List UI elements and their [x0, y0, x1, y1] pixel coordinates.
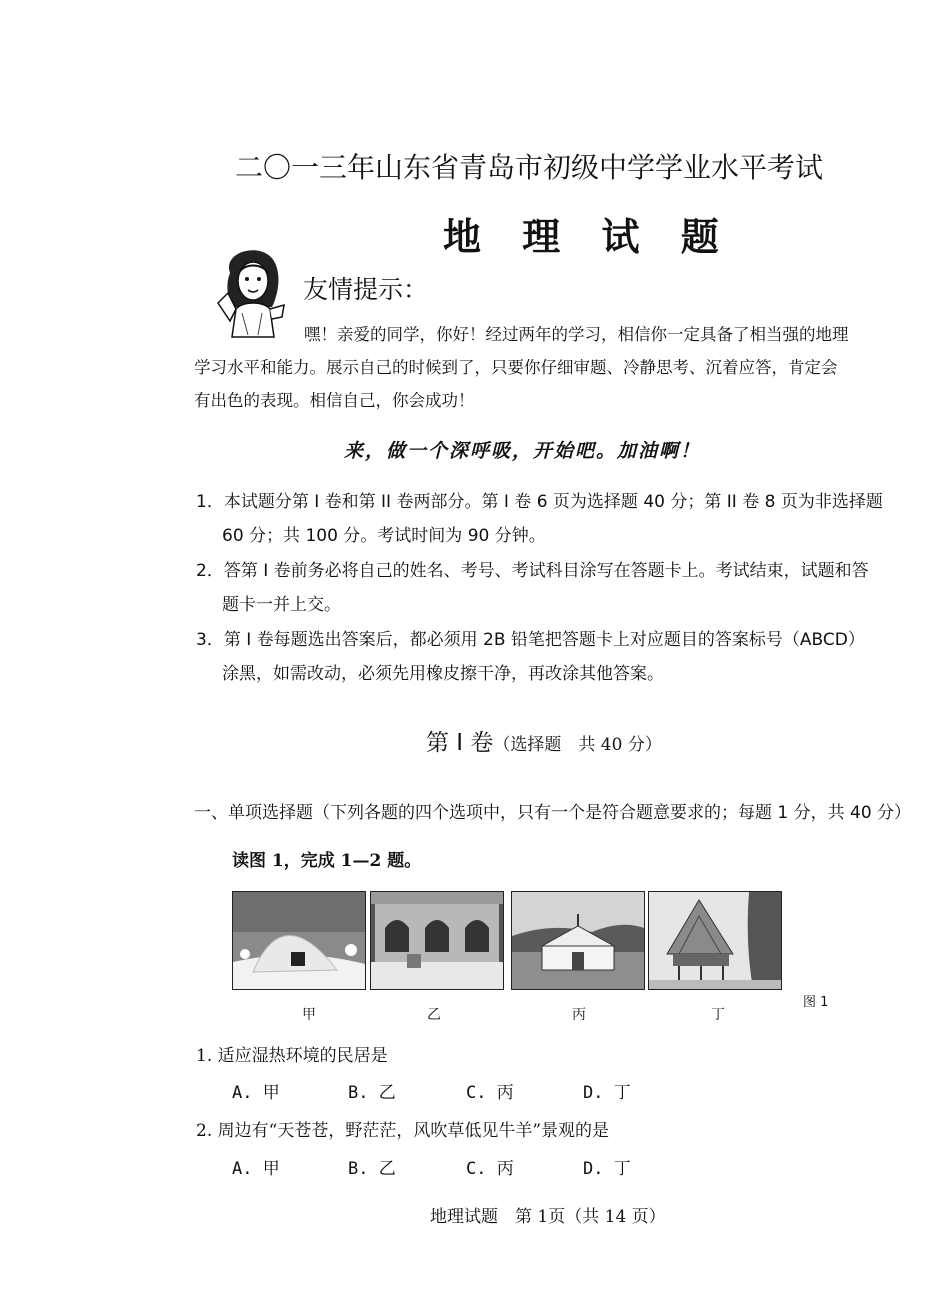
cave-dwelling-photo	[370, 891, 504, 990]
question-2-option-d[interactable]: D. 丁	[583, 1159, 631, 1179]
igloo-photo	[232, 891, 366, 990]
page-footer: 地理试题 第 1页（共 14 页）	[430, 1207, 666, 1227]
question-2-option-a[interactable]: A. 甲	[232, 1159, 280, 1179]
read-figure-instruction: 读图 1，完成 1—2 题。	[232, 851, 422, 871]
figure-label: 图 1	[803, 995, 829, 1010]
question-2-option-c[interactable]: C. 丙	[466, 1159, 514, 1179]
note-3-line-2: 涂黑，如需改动，必须先用橡皮擦干净，再改涂其他答案。	[222, 664, 664, 684]
question-1-option-a[interactable]: A. 甲	[232, 1083, 280, 1103]
section-title-main: 第 Ⅰ 卷	[426, 730, 494, 756]
question-2-option-b[interactable]: B. 乙	[348, 1159, 396, 1179]
section-title-sub: （选择题 共 40 分）	[493, 735, 662, 755]
caption-bing: 丙	[572, 1007, 586, 1023]
note-1-line-2: 60 分；共 100 分。考试时间为 90 分钟。	[222, 526, 546, 546]
tips-line-3: 有出色的表现。相信自己，你会成功！	[194, 391, 475, 410]
part-heading: 一、单项选择题（下列各题的四个选项中，只有一个是符合题意要求的；每题 1 分，共 40 分）	[194, 803, 912, 823]
note-3-line-1: 3．第 I 卷每题选出答案后，都必须用 2B 铅笔把答题卡上对应题目的答案标号（ABCD）	[196, 630, 865, 650]
question-1-option-c[interactable]: C. 丙	[466, 1083, 514, 1103]
question-1-option-b[interactable]: B. 乙	[348, 1083, 396, 1103]
girl-mascot-icon	[212, 243, 292, 339]
question-2-stem: 2. 周边有“天苍苍，野茫茫，风吹草低见牛羊”景观的是	[196, 1121, 610, 1141]
cheer-line: 来，做一个深呼吸，开始吧。加油啊！	[344, 440, 702, 462]
caption-yi: 乙	[427, 1007, 441, 1023]
caption-ding: 丁	[711, 1007, 725, 1023]
yurt-photo	[511, 891, 645, 990]
tips-heading: 友情提示：	[303, 275, 429, 304]
note-1-line-1: 1．本试题分第 I 卷和第 II 卷两部分。第 I 卷 6 页为选择题 40 分；第 II 卷 8 页为非选择题	[196, 492, 883, 512]
section-title	[426, 724, 662, 757]
question-1-stem: 1. 适应湿热环境的民居是	[196, 1046, 388, 1066]
tips-line-1: 嘿！亲爱的同学，你好！经过两年的学习，相信你一定具备了相当强的地理	[304, 325, 849, 344]
stilt-house-photo	[648, 891, 782, 990]
question-1-option-d[interactable]: D. 丁	[583, 1083, 631, 1103]
subject-title: 地 理 试 题	[443, 215, 733, 259]
exam-title: 二〇一三年山东省青岛市初级中学学业水平考试	[235, 151, 824, 184]
caption-jia: 甲	[302, 1007, 316, 1023]
tips-line-2: 学习水平和能力。展示自己的时候到了，只要你仔细审题、冷静思考、沉着应答，肯定会	[194, 358, 838, 377]
note-2-line-1: 2．答第 I 卷前务必将自己的姓名、考号、考试科目涂写在答题卡上。考试结束，试题和答	[196, 561, 869, 581]
note-2-line-2: 题卡一并上交。	[222, 595, 341, 615]
